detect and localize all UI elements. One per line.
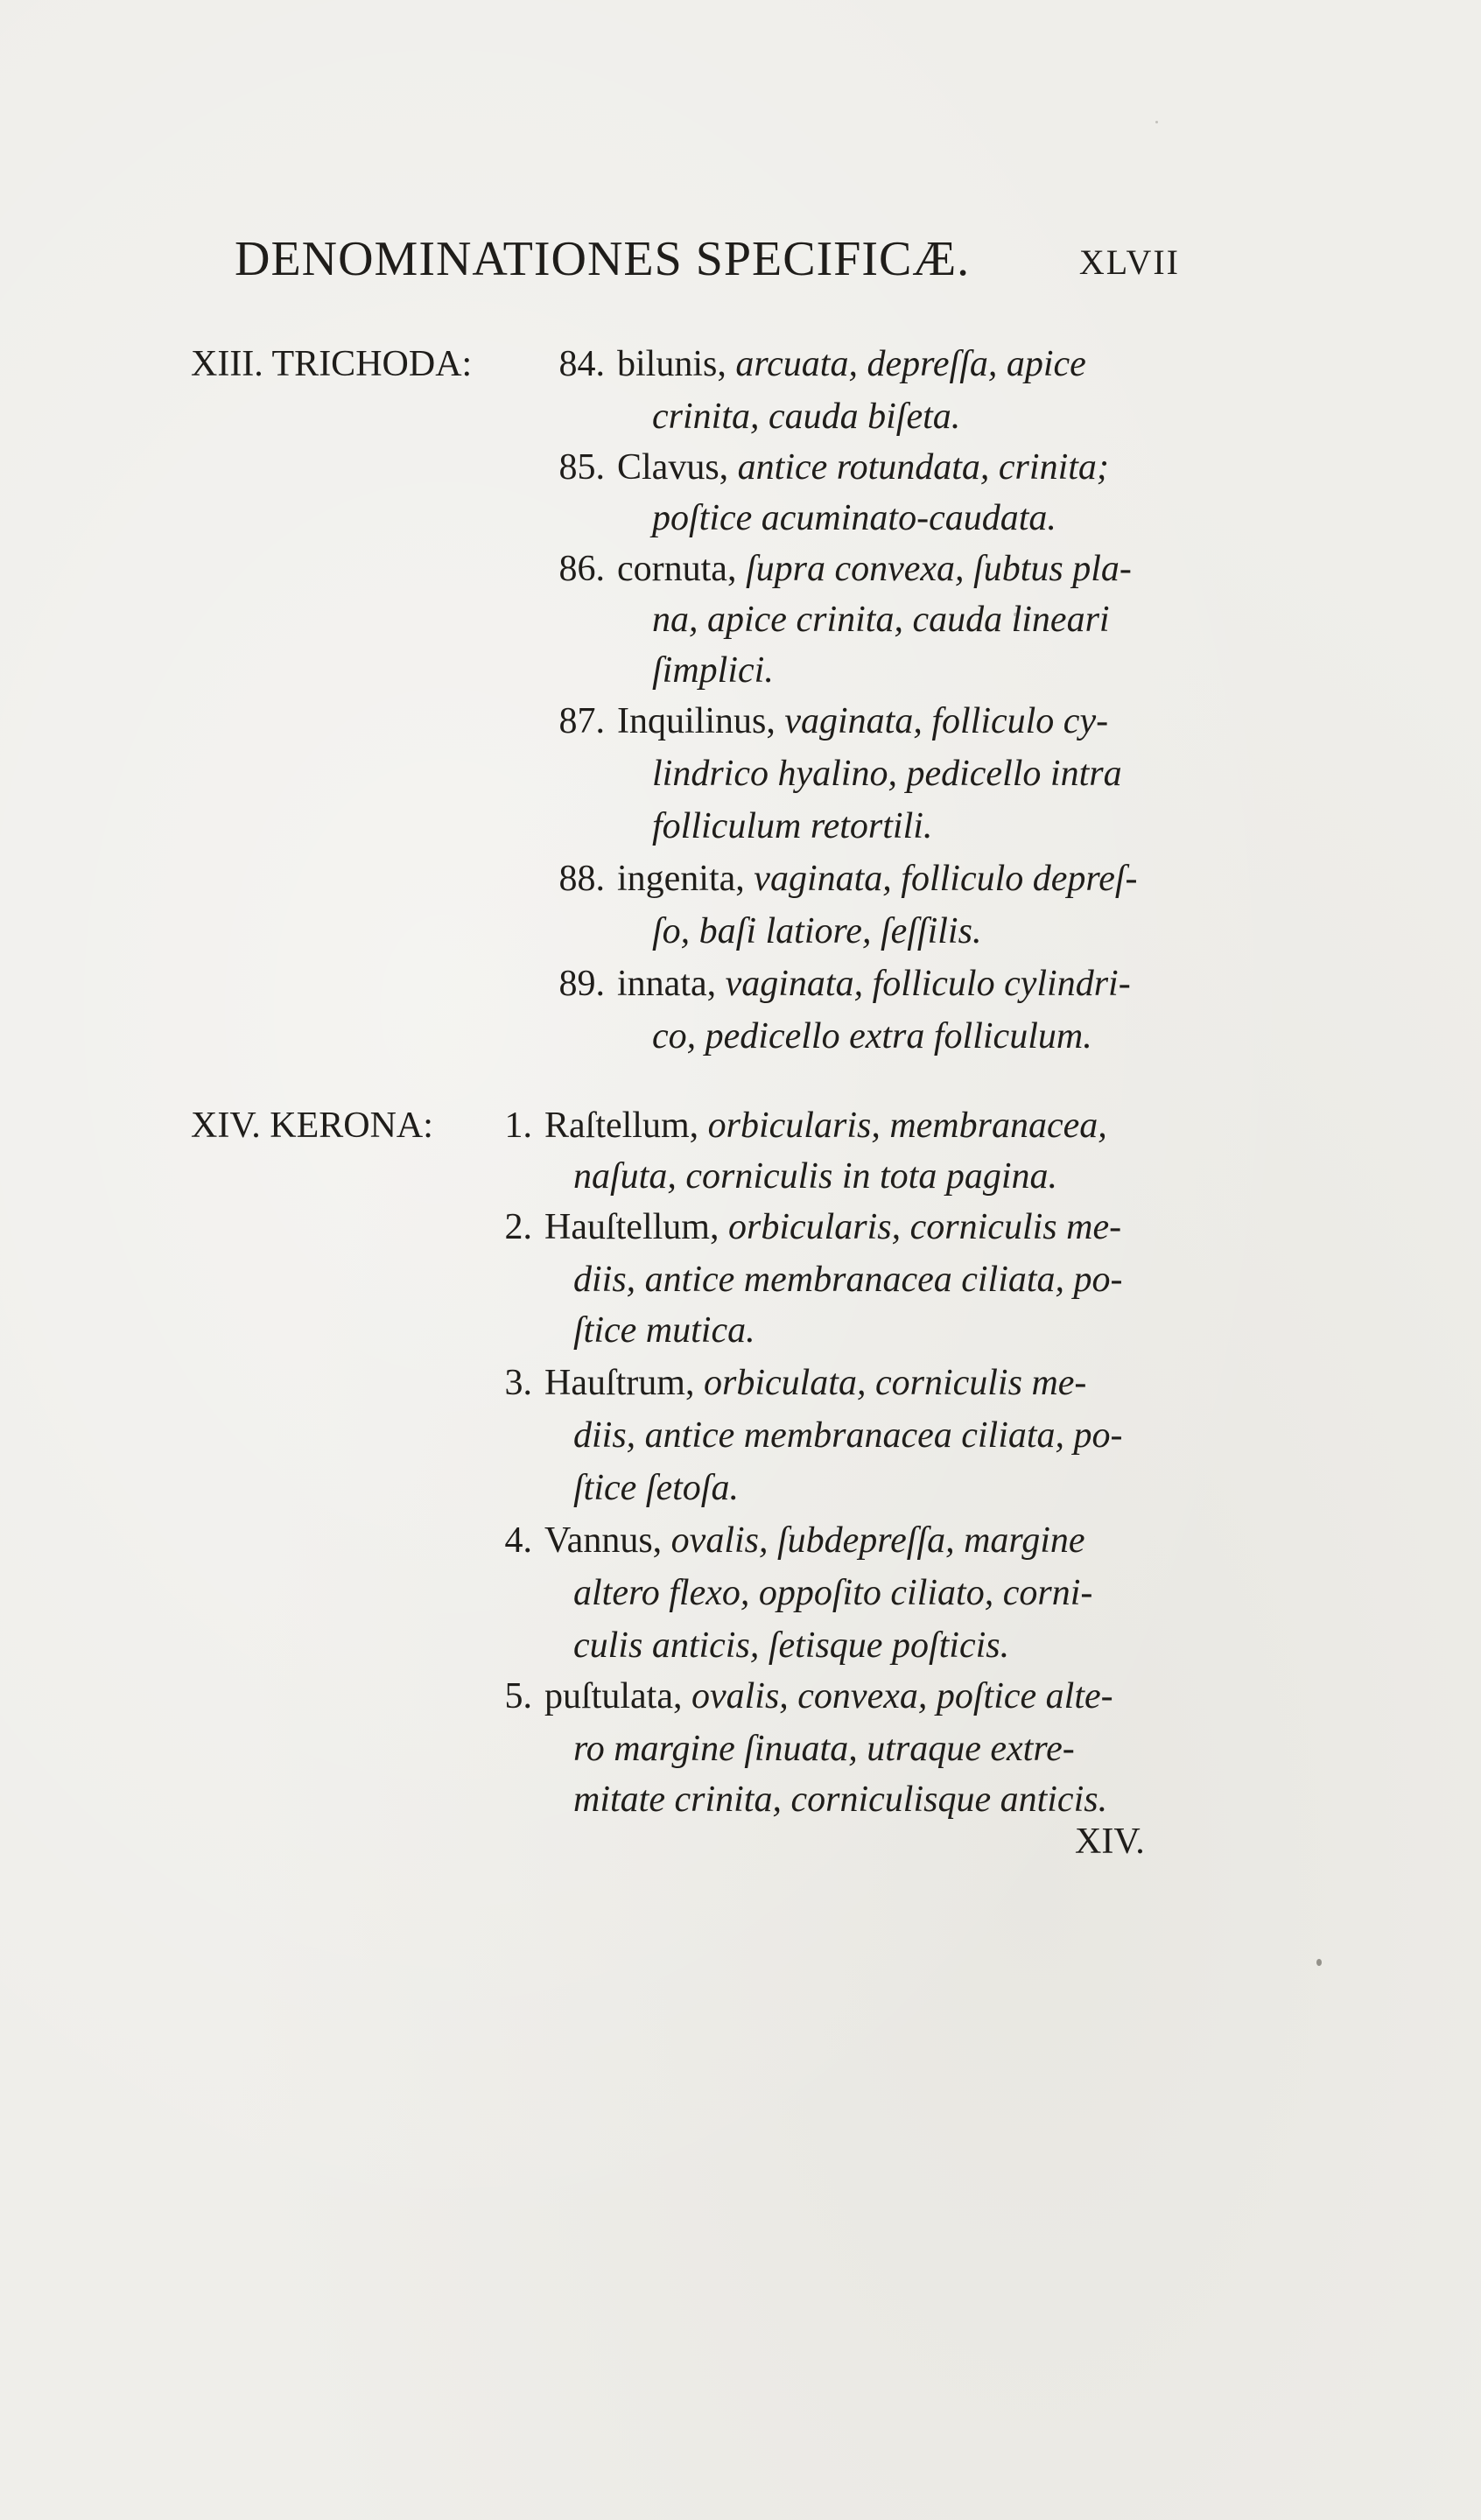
genus-heading: XIII. TRICHODA:: [191, 344, 473, 384]
species-name: bilunis,: [617, 344, 726, 384]
catchword: XIV.: [1075, 1822, 1145, 1862]
paper-speck: [1316, 1959, 1322, 1966]
species-description: orbicularis, corniculis me-: [719, 1207, 1122, 1247]
entry-line: [652, 649, 774, 691]
entry-number: 5.: [504, 1676, 532, 1716]
species-description: vaginata, folliculo cy-: [775, 701, 1109, 741]
species-description: na, apice crinita, cauda lineari: [652, 600, 1110, 640]
species-description: ovalis, convexa, poſtice alte-: [682, 1676, 1113, 1716]
species-name: Clavus,: [617, 447, 729, 488]
species-description: ro margine ſinuata, utraque extre-: [573, 1729, 1075, 1769]
species-name: innata,: [617, 964, 717, 1004]
species-description: culis anticis, ſetisque poſticis.: [573, 1625, 1010, 1666]
species-description: ſupra convexa, ſubtus pla-: [736, 549, 1132, 589]
species-description: folliculum retortili.: [652, 806, 933, 846]
species-description: orbiculata, corniculis me-: [694, 1363, 1087, 1403]
paper-speck: [1155, 121, 1158, 123]
species-description: ſtice ſetoſa.: [573, 1468, 739, 1508]
page-number: XLVII: [1078, 242, 1180, 282]
entry-line: [652, 497, 1056, 539]
entry-line: [617, 446, 1109, 488]
entry-number: 2.: [504, 1207, 532, 1247]
entry-number: 88.: [558, 859, 605, 899]
entry-line: [573, 1467, 739, 1509]
species-description: lindrico hyalino, pedicello intra: [652, 754, 1122, 794]
species-description: crinita, cauda biſeta.: [652, 397, 961, 437]
species-description: co, pedicello extra folliculum.: [652, 1016, 1092, 1056]
species-name: Hauſtrum,: [544, 1363, 695, 1403]
entry-line: [573, 1309, 755, 1351]
entry-number: 3.: [504, 1363, 532, 1403]
entry-line: [617, 963, 1131, 1005]
entry-line: [573, 1779, 1107, 1821]
entry-line: [544, 1362, 1086, 1404]
entry-number: 86.: [558, 549, 605, 589]
species-description: poſtice acuminato-caudata.: [652, 498, 1056, 538]
entry-line: [652, 1015, 1092, 1057]
entry-line: [617, 548, 1132, 590]
entry-line: [573, 1625, 1009, 1667]
entry-line: [617, 700, 1108, 742]
entry-line: [544, 1520, 1085, 1562]
entry-number: 84.: [558, 344, 605, 384]
entry-line: [544, 1105, 1107, 1147]
entry-line: [544, 1206, 1121, 1248]
species-description: altero flexo, oppoſito ciliato, corni-: [573, 1573, 1093, 1613]
running-title: DENOMINATIONES SPECIFICÆ.: [235, 232, 971, 286]
entry-line: [652, 753, 1122, 795]
entry-number: 1.: [504, 1106, 532, 1146]
species-name: Hauſtellum,: [544, 1207, 719, 1247]
species-name: ingenita,: [617, 859, 745, 899]
species-description: ſtice mutica.: [573, 1310, 755, 1351]
entry-line: [652, 805, 932, 847]
species-description: naſuta, corniculis in tota pagina.: [573, 1156, 1057, 1197]
species-name: puſtulata,: [544, 1676, 683, 1716]
entry-line: [652, 910, 981, 952]
species-description: mitate crinita, corniculisque anticis.: [573, 1779, 1108, 1820]
species-name: cornuta,: [617, 549, 737, 589]
entry-number: 85.: [558, 447, 605, 488]
entry-line: [652, 599, 1110, 641]
genus-heading: XIV. KERONA:: [191, 1106, 433, 1146]
entry-number: 4.: [504, 1520, 532, 1561]
species-description: vaginata, folliculo depreſ-: [744, 859, 1138, 899]
entry-line: [617, 343, 1086, 385]
entry-line: [544, 1675, 1113, 1717]
species-description: arcuata, depreſſa, apice: [726, 344, 1086, 384]
entry-line: [617, 858, 1138, 900]
entry-line: [573, 1728, 1075, 1770]
paper-speck: [1014, 613, 1017, 616]
entry-line: [573, 1155, 1057, 1197]
running-header: [235, 231, 1180, 292]
species-description: antice rotundata, crinita;: [728, 447, 1109, 488]
species-description: ſimplici.: [652, 650, 774, 691]
species-description: diis, antice membranacea ciliata, po-: [573, 1260, 1123, 1300]
species-description: ovalis, ſubdepreſſa, margine: [662, 1520, 1085, 1561]
entry-number: 87.: [558, 701, 605, 741]
species-description: ſo, baſi latiore, ſeſſilis.: [652, 911, 982, 951]
entry-line: [652, 396, 960, 438]
species-description: diis, antice membranacea ciliata, po-: [573, 1415, 1123, 1456]
entry-number: 89.: [558, 964, 605, 1004]
entry-line: [573, 1259, 1123, 1301]
species-description: orbicularis, membranacea,: [698, 1106, 1107, 1146]
species-name: Inquilinus,: [617, 701, 776, 741]
entry-line: [573, 1572, 1092, 1614]
species-name: Vannus,: [544, 1520, 663, 1561]
species-name: Raſtellum,: [544, 1106, 699, 1146]
entry-line: [573, 1414, 1123, 1457]
species-description: vaginata, folliculo cylindri-: [716, 964, 1131, 1004]
